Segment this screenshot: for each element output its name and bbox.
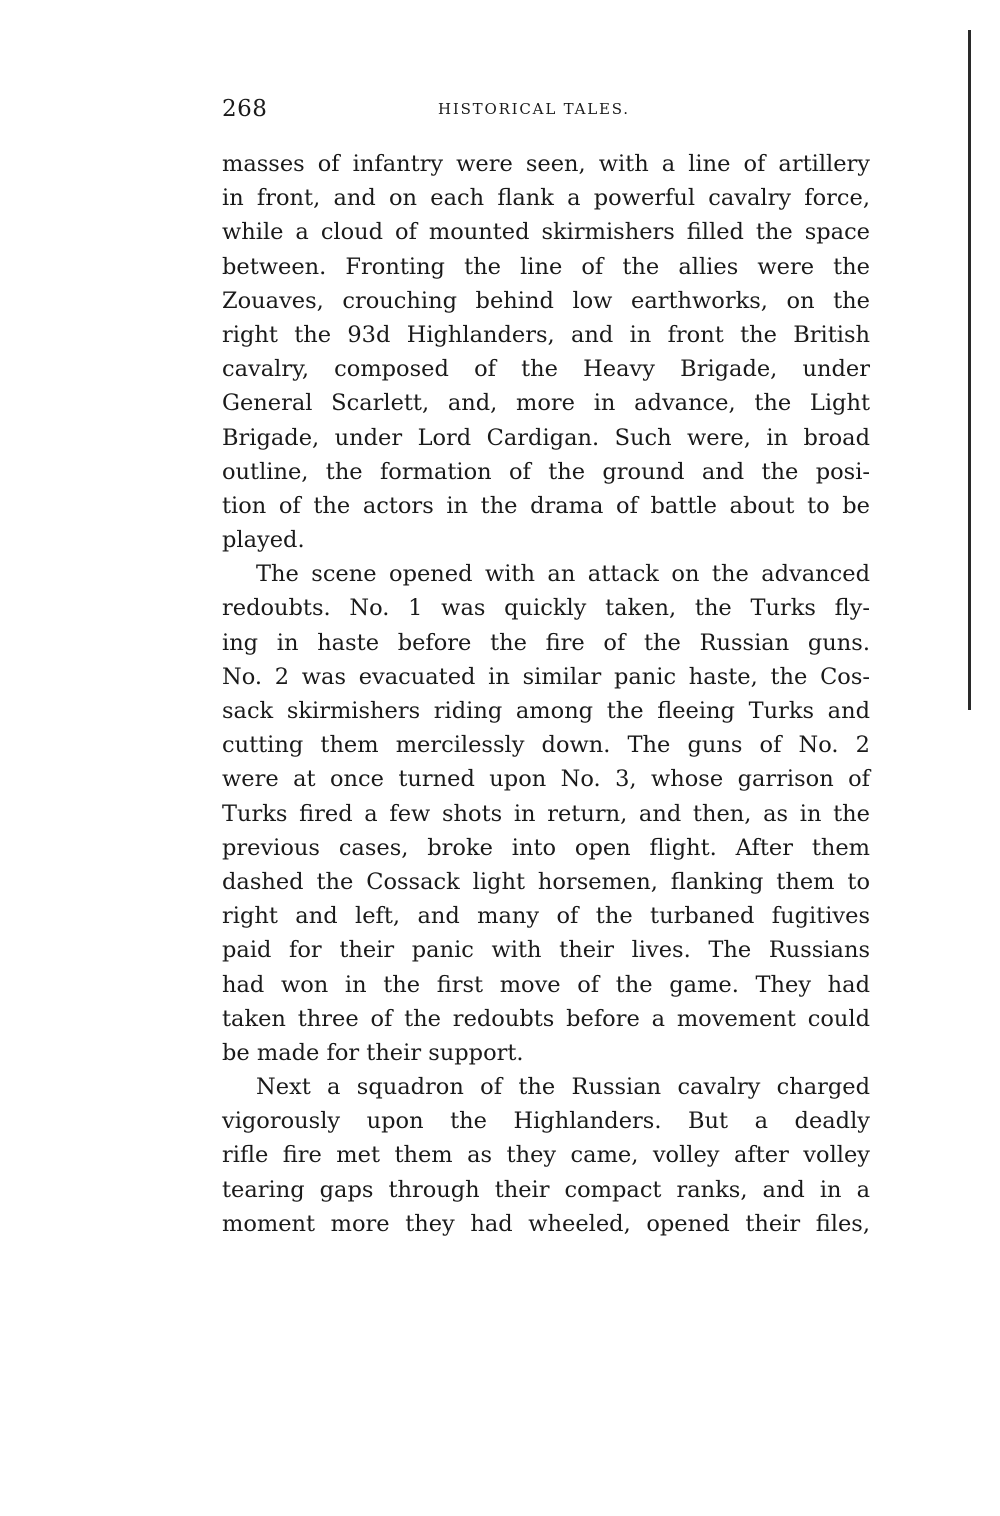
page-number: 268 — [222, 96, 268, 122]
text-line: vigorously upon the Highlanders. But a deadly — [222, 1108, 870, 1135]
text-line: sack skirmishers riding among the fleeing Turks and — [222, 698, 870, 724]
text-line: rifle fire met them as they came, volley after volley — [222, 1142, 870, 1169]
text-line: The scene opened with an attack on the advanced — [256, 561, 870, 588]
text-line: in front, and on each flank a powerful cavalry force, — [222, 185, 870, 212]
text-line: be made for their support. — [222, 1039, 524, 1066]
margin-scan-line — [968, 30, 971, 710]
text-line: ing in haste before the fire of the Russian guns. — [222, 629, 870, 656]
text-line: were at once turned upon No. 3, whose garrison of — [222, 766, 870, 793]
text-line: between. Fronting the line of the allies were the — [222, 253, 870, 280]
text-line: outline, the formation of the ground and the posi- — [222, 458, 870, 485]
text-line: had won in the first move of the game. They had — [222, 971, 870, 998]
text-line: masses of infantry were seen, with a line of artillery — [222, 151, 870, 177]
text-line: played. — [222, 527, 305, 554]
text-line: taken three of the redoubts before a movement could — [222, 1005, 870, 1032]
text-line: cutting them mercilessly down. The guns of No. 2 — [222, 732, 870, 759]
text-line: Turks fired a few shots in return, and then, as in the — [222, 800, 870, 827]
text-line: Zouaves, crouching behind low earthworks, on the — [222, 287, 870, 314]
text-line: redoubts. No. 1 was quickly taken, the Turks fly- — [222, 595, 870, 622]
text-line: right the 93d Highlanders, and in front the British — [222, 321, 870, 348]
text-line: previous cases, broke into open flight. After them — [222, 834, 870, 861]
text-line: right and left, and many of the turbaned fugitives — [222, 903, 870, 930]
text-line: moment more they had wheeled, opened their files, — [222, 1210, 870, 1237]
running-head: HISTORICAL TALES. — [438, 100, 630, 118]
text-line: Next a squadron of the Russian cavalry charged — [256, 1074, 870, 1101]
body-text — [222, 147, 870, 1241]
text-line: paid for their panic with their lives. The Russians — [222, 937, 870, 964]
text-line: tion of the actors in the drama of battle about to be — [222, 492, 870, 519]
text-line: No. 2 was evacuated in similar panic haste, the Cos- — [222, 663, 870, 690]
text-line: Brigade, under Lord Cardigan. Such were, in broad — [222, 424, 870, 451]
text-line: tearing gaps through their compact ranks, and in a — [222, 1176, 870, 1203]
text-line: while a cloud of mounted skirmishers filled the space — [222, 219, 870, 246]
text-line: dashed the Cossack light horsemen, flanking them to — [222, 868, 870, 895]
text-line: General Scarlett, and, more in advance, the Light — [222, 390, 870, 417]
text-line: cavalry, composed of the Heavy Brigade, under — [222, 356, 870, 383]
page-header — [222, 96, 870, 132]
